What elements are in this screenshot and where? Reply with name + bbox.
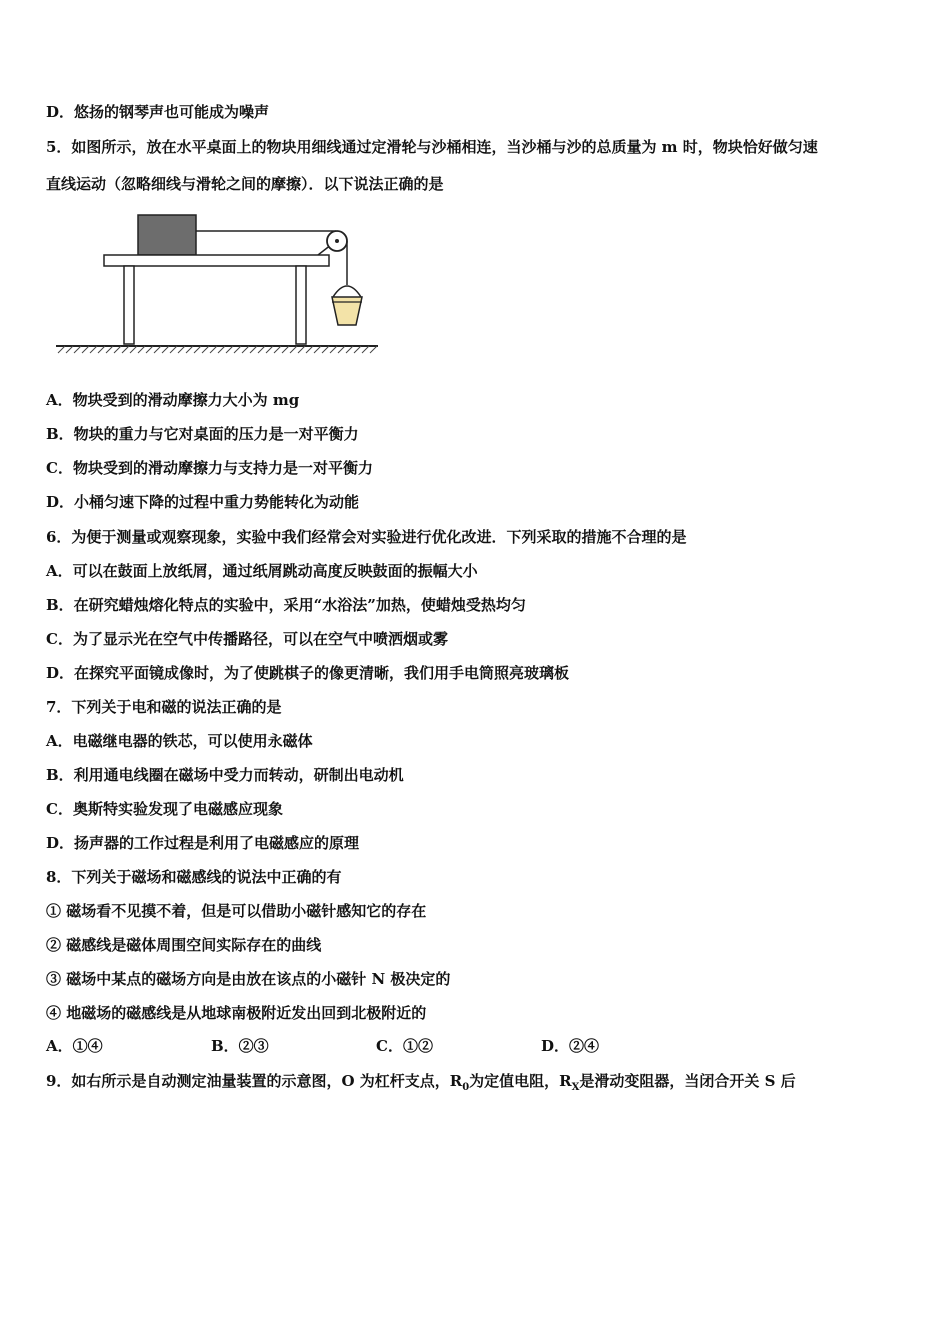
q5-stem-line2: 直线运动（忽略细线与滑轮之间的摩擦）．以下说法正确的是	[46, 175, 444, 193]
q9-stem-part3: 是滑动变阻器，当闭合开关 S 后	[579, 1072, 796, 1090]
q8-item-3: ③ 磁场中某点的磁场方向是由放在该点的小磁针 N 极决定的	[46, 970, 451, 988]
q8-option-a: A．①④	[46, 1037, 103, 1055]
q7-option-b: B．利用通电线圈在磁场中受力而转动，研制出电动机	[46, 766, 404, 784]
q5-option-a: A．物块受到的滑动摩擦力大小为 mg	[46, 391, 300, 409]
q9-stem-part2: 为定值电阻，R	[469, 1072, 572, 1090]
q7-stem: 7．下列关于电和磁的说法正确的是	[46, 698, 282, 716]
pulley-table-diagram	[50, 205, 385, 365]
q8-option-c: C．①②	[376, 1037, 433, 1055]
q9-stem-part1: 9．如右所示是自动测定油量装置的示意图，O 为杠杆支点，R	[46, 1072, 463, 1090]
table-leg-right	[296, 266, 306, 344]
q6-option-c: C．为了显示光在空气中传播路径，可以在空气中喷洒烟或雾	[46, 630, 448, 648]
q8-item-4: ④ 地磁场的磁感线是从地球南极附近发出回到北极附近的	[46, 1004, 427, 1022]
q7-option-d: D．扬声器的工作过程是利用了电磁感应的原理	[46, 834, 360, 852]
q8-option-b: B．②③	[211, 1037, 269, 1055]
table-top	[104, 255, 329, 266]
q6-option-a: A．可以在鼓面上放纸屑，通过纸屑跳动高度反映鼓面的振幅大小	[46, 562, 478, 580]
q6-option-d: D．在探究平面镜成像时，为了使跳棋子的像更清晰，我们用手电筒照亮玻璃板	[46, 664, 570, 682]
q5-option-d: D．小桶匀速下降的过程中重力势能转化为动能	[46, 493, 360, 511]
q6-stem: 6．为便于测量或观察现象，实验中我们经常会对实验进行优化改进．下列采取的措施不合理的是	[46, 528, 687, 546]
q4-option-d: D．悠扬的钢琴声也可能成为噪声	[46, 103, 270, 121]
q8-stem: 8．下列关于磁场和磁感线的说法中正确的有	[46, 868, 342, 886]
q9-sub-0: 0	[462, 1082, 470, 1093]
block-shape	[138, 215, 196, 255]
q8-option-d: D．②④	[541, 1037, 600, 1055]
q8-item-2: ② 磁感线是磁体周围空间实际存在的曲线	[46, 936, 322, 954]
q9-stem	[46, 1071, 796, 1098]
sand-bucket	[332, 297, 362, 325]
table-leg-left	[124, 266, 134, 344]
q5-option-b: B．物块的重力与它对桌面的压力是一对平衡力	[46, 425, 359, 443]
q9-sub-x: X	[571, 1082, 580, 1093]
q5-option-c: C．物块受到的滑动摩擦力与支持力是一对平衡力	[46, 459, 373, 477]
q7-option-a: A．电磁继电器的铁芯，可以使用永磁体	[46, 732, 313, 750]
q7-option-c: C．奥斯特实验发现了电磁感应现象	[46, 800, 283, 818]
q8-item-1: ① 磁场看不见摸不着，但是可以借助小磁针感知它的存在	[46, 902, 427, 920]
ground-hatching	[58, 346, 377, 353]
q6-option-b: B．在研究蜡烛熔化特点的实验中，采用“水浴法”加热，使蜡烛受热均匀	[46, 596, 526, 614]
q8-options-row	[46, 1036, 599, 1056]
q5-stem-line1: 5．如图所示，放在水平桌面上的物块用细线通过定滑轮与沙桶相连，当沙桶与沙的总质量为 m 时，物块恰好做匀速	[46, 138, 818, 156]
